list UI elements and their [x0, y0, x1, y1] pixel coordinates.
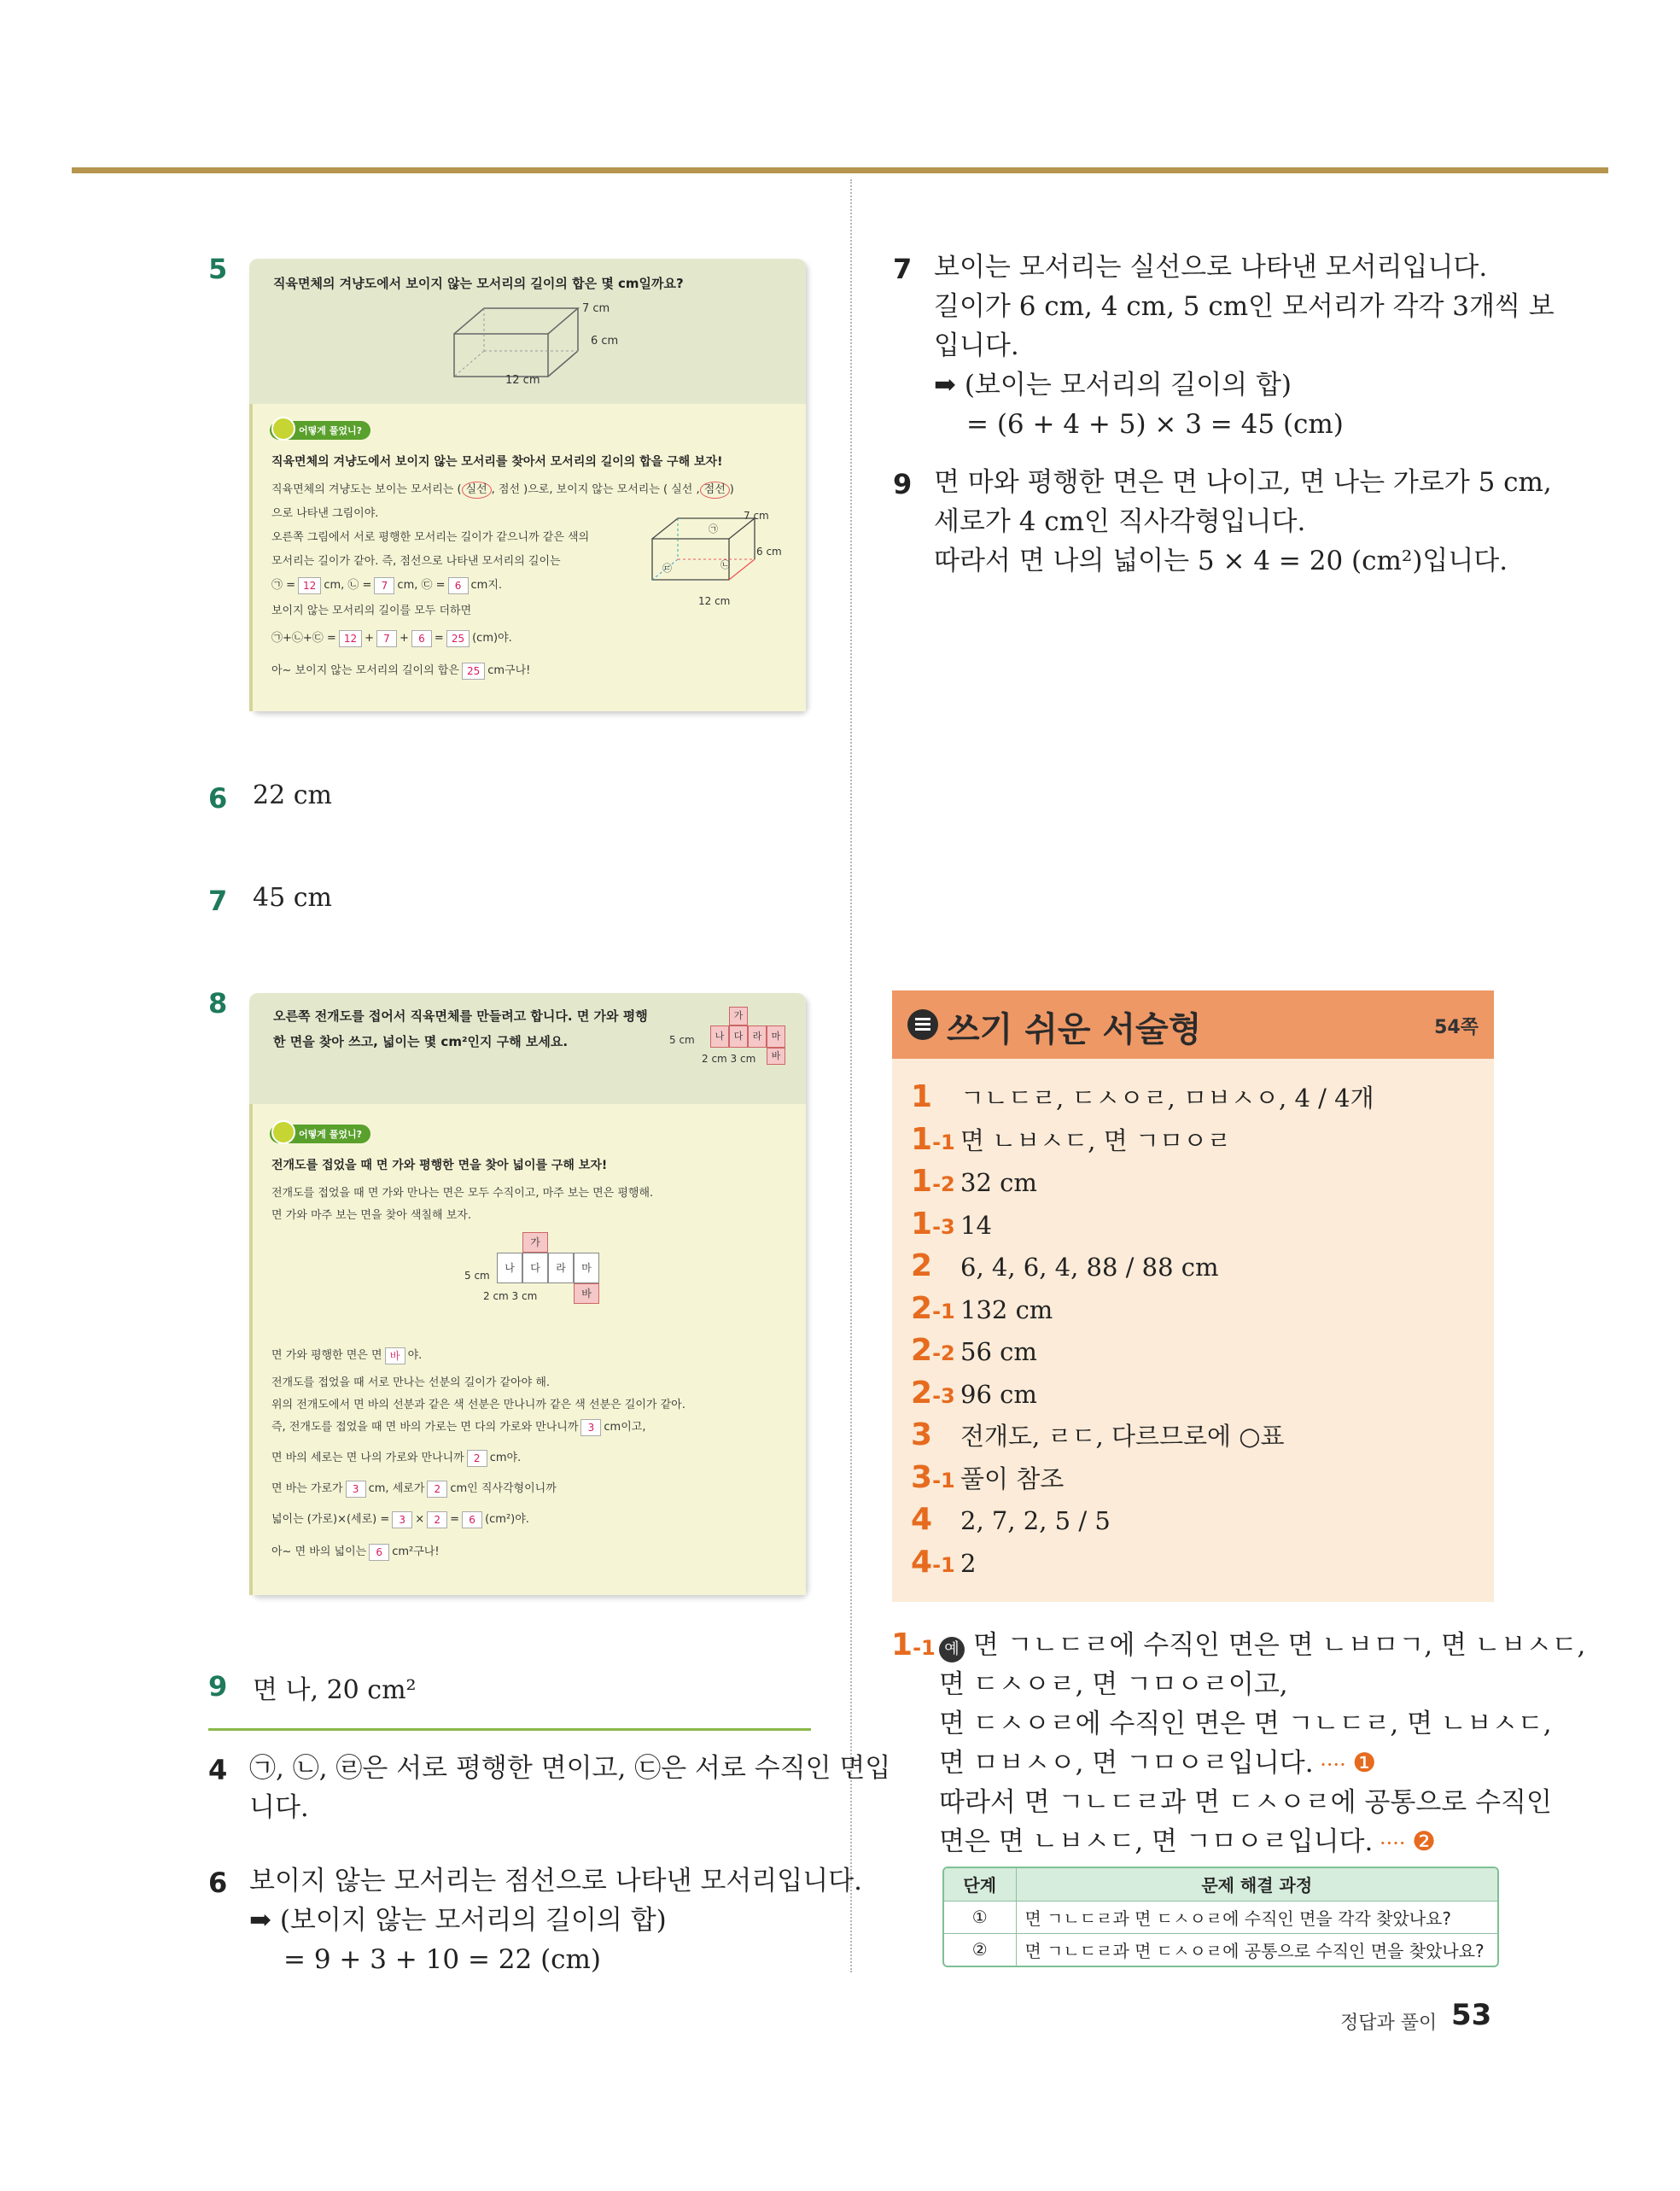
solution-line: 보이지 않는 모서리의 길이를 모두 더하면 — [271, 605, 472, 617]
mascot-icon — [271, 1120, 295, 1144]
question-number: 5 — [208, 253, 228, 285]
solution-line: 오른쪽 그림에서 서로 평행한 모서리는 길이가 같으니까 같은 색의 — [271, 531, 590, 544]
answer-number: 1 — [911, 1206, 933, 1242]
dim-label: 6 cm — [756, 546, 782, 558]
answer-number: 4 — [911, 1502, 933, 1537]
answer-number: 2 — [911, 1290, 933, 1326]
solution-line: 세로가 4 cm인 직사각형입니다. — [934, 506, 1306, 537]
answer-text: 2, 7, 2, 5 / 5 — [960, 1506, 1111, 1535]
solution-panel — [249, 404, 806, 711]
top-rule — [72, 167, 1608, 173]
answer-row — [911, 1245, 1219, 1288]
table-header: 문제 해결 과정 — [1016, 1868, 1497, 1901]
edge-mark: ㉢ — [662, 563, 672, 574]
answer-text: 32 cm — [960, 1168, 1037, 1197]
solution-line: 위의 전개도에서 면 바의 선분과 같은 색 선분은 만나니까 같은 색 선분은 길이가 같아. — [271, 1399, 685, 1411]
solution-lead: 직육면체의 겨냥도에서 보이지 않는 모서리를 찾아서 모서리의 길이의 합을 구해 보자! — [271, 455, 723, 469]
solution-line: 면 바는 가로가 3 cm, 세로가 2 cm인 직사각형이니까 — [271, 1478, 557, 1500]
question-text: 오른쪽 전개도를 접어서 직육면체를 만들려고 합니다. 면 가와 평행 — [273, 1008, 648, 1024]
answer-index — [911, 1372, 960, 1420]
solution-number: 1-1 — [891, 1627, 936, 1662]
solution-line: ㉠, ㉡, ㉣은 서로 평행한 면이고, ㉢은 서로 수직인 면입 — [249, 1753, 891, 1784]
answer-number: 1 — [911, 1164, 933, 1199]
answer-number: 3 — [911, 1459, 933, 1495]
answer-subnumber: -1 — [932, 1468, 955, 1493]
page-number: 53 — [1451, 1998, 1492, 2032]
net-figure-small: 5 cm 가 나 다 라 마 바 2 cm 3 cm — [710, 1007, 787, 1075]
dim-label: 6 cm — [591, 335, 619, 348]
answer-subnumber: -2 — [932, 1341, 955, 1365]
answer-row — [911, 1119, 1231, 1161]
answer-index — [911, 1288, 960, 1335]
section-header — [892, 990, 1494, 1059]
answer-number: 1 — [911, 1121, 933, 1157]
solution-line: = 9 + 3 + 10 = 22 (cm) — [283, 1944, 602, 1975]
dim-label: 7 cm — [582, 302, 610, 315]
solution-panel — [249, 1104, 806, 1595]
solution-line: ➡ (보이지 않는 모서리의 길이의 합) — [249, 1905, 667, 1936]
question-text: 한 면을 찾아 쓰고, 넓이는 몇 cm²인지 구해 보세요. — [273, 1034, 569, 1049]
solution-line: 입니다. — [934, 330, 1019, 361]
answer-index — [911, 1414, 960, 1462]
answer-subnumber: -2 — [932, 1172, 955, 1196]
answer-text: 6, 4, 6, 4, 88 / 88 cm — [960, 1253, 1219, 1282]
question-number: 7 — [208, 885, 228, 917]
solution-line: = (6 + 4 + 5) × 3 = 45 (cm) — [966, 409, 1344, 440]
mascot-icon — [271, 417, 295, 441]
footer-label: 정답과 풀이 — [1340, 2013, 1438, 2034]
table-row: ② 면 ㄱㄴㄷㄹ과 면 ㄷㅅㅇㄹ에 공통으로 수직인 면을 찾았나요? — [944, 1933, 1497, 1966]
solution-number: 4 — [208, 1754, 228, 1786]
answer-number: 4 — [911, 1544, 933, 1580]
scoring-table — [942, 1867, 1499, 1967]
answer-text: 14 — [960, 1210, 992, 1240]
question-number: 8 — [208, 987, 228, 1020]
answer-index — [911, 1160, 960, 1208]
table-header: 단계 — [944, 1868, 1016, 1901]
solution-lead: 전개도를 접었을 때 면 가와 평행한 면을 찾아 넓이를 구해 보자! — [271, 1159, 608, 1172]
answer-row — [911, 1499, 1111, 1541]
list-icon — [907, 1009, 938, 1040]
answer-row — [911, 1076, 1374, 1119]
example-marker: 예 — [939, 1637, 965, 1662]
answer-number: 3 — [911, 1417, 933, 1452]
column-divider — [850, 179, 852, 1972]
answer-row — [911, 1160, 1037, 1203]
solution-line: ㉠ = 12 cm, ㉡ = 7 cm, ㉢ = 6 cm지. — [271, 575, 502, 597]
answer-number: 1 — [911, 1079, 933, 1114]
answer-text: 2 — [960, 1548, 977, 1578]
solution-line: 예 면 ㄱㄴㄷㄹ에 수직인 면은 면 ㄴㅂㅁㄱ, 면 ㄴㅂㅅㄷ, — [939, 1626, 1585, 1665]
solution-line: ➡ (보이는 모서리의 길이의 합) — [934, 370, 1292, 400]
edge-mark: ㉡ — [720, 559, 730, 570]
answer-row — [911, 1288, 1053, 1330]
solution-line: 면 가와 마주 보는 면을 찾아 색칠해 보자. — [271, 1209, 471, 1222]
solution-line: 즉, 전개도를 접었을 때 면 바의 가로는 면 다의 가로와 만나니까 3 cm이고, — [271, 1417, 645, 1439]
solution-line: 전개도를 접었을 때 서로 만나는 선분의 길이가 같아야 해. — [271, 1376, 551, 1389]
solution-line: 면 ㄷㅅㅇㄹ에 수직인 면은 면 ㄱㄴㄷㄹ, 면 ㄴㅂㅅㄷ, — [939, 1709, 1552, 1739]
answer-text: 22 cm — [253, 780, 332, 810]
answer-index — [911, 1457, 960, 1504]
net-figure: 5 cm 가 나 다 라 마 바 2 cm 3 cm — [466, 1232, 637, 1326]
dim-label: 7 cm — [744, 510, 769, 522]
answer-row — [911, 1329, 1037, 1372]
answer-row — [911, 1203, 992, 1246]
solution-number: 9 — [893, 468, 913, 500]
section-rule — [208, 1728, 811, 1731]
solution-line: 전개도를 접었을 때 면 가와 만나는 면은 모두 수직이고, 마주 보는 면은 평행해. — [271, 1187, 654, 1200]
solution-line: 보이지 않는 모서리는 점선으로 나타낸 모서리입니다. — [249, 1866, 862, 1896]
answer-number: 2 — [911, 1333, 933, 1368]
answer-row — [911, 1372, 1037, 1415]
answer-row — [911, 1541, 976, 1584]
page-ref: 54쪽 — [1434, 1017, 1479, 1038]
dim-label: 12 cm — [505, 374, 540, 387]
solution-number: 7 — [893, 253, 913, 285]
answer-text: 45 cm — [253, 883, 332, 913]
solution-line: 면 마와 평행한 면은 면 나이고, 면 나는 가로가 5 cm, — [934, 467, 1552, 498]
answer-index — [911, 1329, 960, 1377]
question-number: 6 — [208, 782, 228, 815]
answer-text: 96 cm — [960, 1379, 1037, 1409]
how-solved-badge: 어떻게 풀었니? — [270, 421, 370, 440]
answer-index — [911, 1203, 960, 1251]
answer-text: 132 cm — [960, 1294, 1053, 1324]
solution-line: 면 바의 세로는 면 나의 가로와 만나니까 2 cm야. — [271, 1447, 521, 1469]
solution-line: 면 ㄷㅅㅇㄹ, 면 ㄱㅁㅇㄹ이고, — [939, 1669, 1288, 1700]
answer-index — [911, 1541, 960, 1589]
solution-line: 면 가와 평행한 면은 면 바 야. — [271, 1345, 422, 1367]
solution-line: 직육면체의 겨냥도는 보이는 모서리는 ( 실선 , 점선 )으로, 보이지 않는 모서리는 ( 실선 , 점선 ) — [271, 479, 734, 501]
answer-subnumber: -3 — [932, 1383, 955, 1408]
answer-text: 면 나, 20 cm² — [253, 1675, 417, 1705]
answer-subnumber: -1 — [932, 1130, 955, 1154]
answer-row — [911, 1457, 1064, 1499]
answer-number: 2 — [911, 1248, 933, 1283]
solution-line: 따라서 면 나의 넓이는 5 × 4 = 20 (cm²)입니다. — [934, 546, 1508, 576]
answer-index — [911, 1076, 960, 1124]
answer-text: 풀이 참조 — [960, 1464, 1065, 1493]
answer-text: ㄱㄴㄷㄹ, ㄷㅅㅇㄹ, ㅁㅂㅅㅇ, 4 / 4개 — [960, 1084, 1374, 1113]
solution-line: 넓이는 (가로)×(세로) = 3 × 2 = 6 (cm²)야. — [271, 1509, 529, 1531]
step-mark: ❷ — [1412, 1826, 1436, 1857]
solution-line: 으로 나타낸 그림이야. — [271, 507, 379, 520]
answer-subnumber: -1 — [932, 1299, 955, 1323]
solution-line: ㉠+㉡+㉢ = 12 + 7 + 6 = 25 (cm)야. — [271, 628, 512, 650]
answer-subnumber: -1 — [932, 1552, 955, 1577]
edge-mark: ㉠ — [709, 523, 718, 535]
question-number: 9 — [208, 1670, 228, 1703]
solution-line: 길이가 6 cm, 4 cm, 5 cm인 모서리가 각각 3개씩 보 — [934, 291, 1555, 322]
step-mark: ❶ — [1352, 1748, 1377, 1779]
solution-line: 면은 면 ㄴㅂㅅㄷ, 면 ㄱㅁㅇㄹ입니다. ···· ❷ — [939, 1826, 1436, 1857]
answer-number: 2 — [911, 1375, 933, 1411]
solution-line: 니다. — [249, 1792, 309, 1823]
easy-writing-section — [892, 990, 1494, 1602]
solution-line: 모서리는 길이가 같아. 즉, 점선으로 나타낸 모서리의 길이는 — [271, 555, 561, 568]
answer-text: 면 ㄴㅂㅅㄷ, 면 ㄱㅁㅇㄹ — [960, 1125, 1232, 1155]
question-text: 직육면체의 겨냥도에서 보이지 않는 모서리의 길이의 합은 몇 cm일까요? — [273, 276, 684, 291]
question-5-card — [249, 259, 806, 711]
solution-line: 따라서 면 ㄱㄴㄷㄹ과 면 ㄷㅅㅇㄹ에 공통으로 수직인 — [939, 1787, 1552, 1818]
dim-label: 12 cm — [698, 595, 731, 607]
answer-text: 56 cm — [960, 1337, 1037, 1366]
answer-subnumber: -3 — [932, 1214, 955, 1239]
solution-line: 보이는 모서리는 실선으로 나타낸 모서리입니다. — [934, 252, 1488, 283]
question-8-card — [249, 993, 806, 1595]
solution-line: 아~ 보이지 않는 모서리의 길이의 합은 25 cm구나! — [271, 660, 530, 682]
table-row: ① 면 ㄱㄴㄷㄹ과 면 ㄷㅅㅇㄹ에 수직인 면을 각각 찾았나요? — [944, 1901, 1497, 1933]
solution-line: 아~ 면 바의 넓이는 6 cm²구나! — [271, 1541, 440, 1563]
answer-index — [911, 1119, 960, 1166]
answer-index — [911, 1499, 960, 1546]
solution-number: 6 — [208, 1867, 228, 1899]
answer-row — [911, 1414, 1285, 1457]
section-title: 쓰기 쉬운 서술형 — [947, 1010, 1202, 1049]
answer-text: 전개도, ㄹㄷ, 다르므로에 ○표 — [960, 1422, 1285, 1451]
answer-index — [911, 1245, 960, 1293]
solution-line: 면 ㅁㅂㅅㅇ, 면 ㄱㅁㅇㄹ입니다. ···· ❶ — [939, 1748, 1377, 1779]
how-solved-badge: 어떻게 풀었니? — [270, 1125, 370, 1143]
